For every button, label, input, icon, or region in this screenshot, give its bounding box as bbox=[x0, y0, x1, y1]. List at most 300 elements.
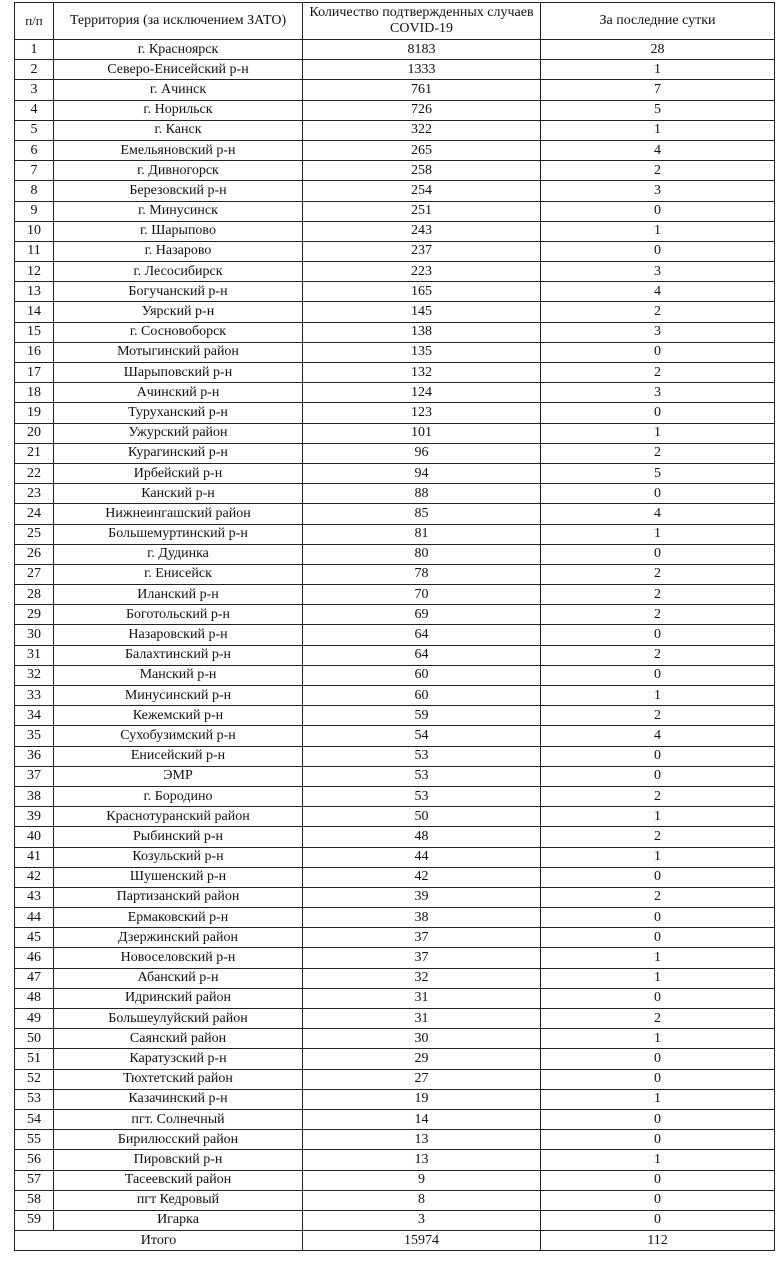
table-row bbox=[15, 625, 775, 645]
territory-cell: г. Минусинск bbox=[54, 201, 303, 221]
last-day-cell: 0 bbox=[541, 746, 775, 766]
last-day-cell: 2 bbox=[541, 827, 775, 847]
territory-cell: Назаровский р-н bbox=[54, 625, 303, 645]
territory-cell: ЭМР bbox=[54, 766, 303, 786]
confirmed-cell: 27 bbox=[303, 1069, 541, 1089]
row-number: 45 bbox=[15, 928, 54, 948]
table-row bbox=[15, 140, 775, 160]
row-number: 48 bbox=[15, 988, 54, 1008]
row-number: 52 bbox=[15, 1069, 54, 1089]
last-day-cell: 1 bbox=[541, 686, 775, 706]
row-number: 18 bbox=[15, 383, 54, 403]
territory-cell: Партизанский район bbox=[54, 887, 303, 907]
territory-cell: Енисейский р-н bbox=[54, 746, 303, 766]
last-day-cell: 2 bbox=[541, 1009, 775, 1029]
territory-cell: Бирилюсский район bbox=[54, 1130, 303, 1150]
table-row bbox=[15, 443, 775, 463]
row-number: 36 bbox=[15, 746, 54, 766]
confirmed-cell: 726 bbox=[303, 100, 541, 120]
last-day-cell: 2 bbox=[541, 302, 775, 322]
territory-cell: Мотыгинский район bbox=[54, 342, 303, 362]
row-number: 24 bbox=[15, 504, 54, 524]
confirmed-cell: 165 bbox=[303, 282, 541, 302]
table-row bbox=[15, 1190, 775, 1210]
header-territory: Территория (за исключением ЗАТО) bbox=[54, 3, 303, 40]
row-number: 4 bbox=[15, 100, 54, 120]
table-row bbox=[15, 1049, 775, 1069]
territory-cell: Нижнеингашский район bbox=[54, 504, 303, 524]
last-day-cell: 2 bbox=[541, 887, 775, 907]
territory-cell: Козульский р-н bbox=[54, 847, 303, 867]
row-number: 5 bbox=[15, 120, 54, 140]
confirmed-cell: 64 bbox=[303, 625, 541, 645]
row-number: 30 bbox=[15, 625, 54, 645]
table-row bbox=[15, 161, 775, 181]
territory-cell: Краснотуранский район bbox=[54, 807, 303, 827]
table-row bbox=[15, 342, 775, 362]
last-day-cell: 2 bbox=[541, 161, 775, 181]
row-number: 35 bbox=[15, 726, 54, 746]
row-number: 32 bbox=[15, 665, 54, 685]
territory-cell: Игарка bbox=[54, 1210, 303, 1230]
table-row bbox=[15, 867, 775, 887]
row-number: 51 bbox=[15, 1049, 54, 1069]
territory-cell: Боготольский р-н bbox=[54, 605, 303, 625]
row-number: 39 bbox=[15, 807, 54, 827]
territory-cell: Березовский р-н bbox=[54, 181, 303, 201]
confirmed-cell: 14 bbox=[303, 1109, 541, 1129]
row-number: 46 bbox=[15, 948, 54, 968]
last-day-cell: 0 bbox=[541, 1210, 775, 1230]
table-row bbox=[15, 60, 775, 80]
confirmed-cell: 38 bbox=[303, 908, 541, 928]
territory-cell: Канский р-н bbox=[54, 484, 303, 504]
territory-cell: Абанский р-н bbox=[54, 968, 303, 988]
table-row bbox=[15, 827, 775, 847]
territory-cell: Шушенский р-н bbox=[54, 867, 303, 887]
territory-cell: Пировский р-н bbox=[54, 1150, 303, 1170]
table-row bbox=[15, 40, 775, 60]
confirmed-cell: 135 bbox=[303, 342, 541, 362]
table-row bbox=[15, 1089, 775, 1109]
last-day-cell: 1 bbox=[541, 60, 775, 80]
table-row bbox=[15, 181, 775, 201]
last-day-cell: 1 bbox=[541, 1150, 775, 1170]
row-number: 23 bbox=[15, 484, 54, 504]
table-row bbox=[15, 585, 775, 605]
row-number: 1 bbox=[15, 40, 54, 60]
row-number: 11 bbox=[15, 241, 54, 261]
confirmed-cell: 761 bbox=[303, 80, 541, 100]
row-number: 27 bbox=[15, 564, 54, 584]
territory-cell: г. Шарыпово bbox=[54, 221, 303, 241]
confirmed-cell: 138 bbox=[303, 322, 541, 342]
row-number: 31 bbox=[15, 645, 54, 665]
territory-cell: Новоселовский р-н bbox=[54, 948, 303, 968]
table-row bbox=[15, 484, 775, 504]
confirmed-cell: 42 bbox=[303, 867, 541, 887]
territory-cell: г. Назарово bbox=[54, 241, 303, 261]
last-day-cell: 0 bbox=[541, 1190, 775, 1210]
territory-cell: г. Дивногорск bbox=[54, 161, 303, 181]
confirmed-cell: 53 bbox=[303, 766, 541, 786]
table-row bbox=[15, 1130, 775, 1150]
row-number: 12 bbox=[15, 262, 54, 282]
territory-cell: Минусинский р-н bbox=[54, 686, 303, 706]
row-number: 6 bbox=[15, 140, 54, 160]
row-number: 59 bbox=[15, 1210, 54, 1230]
last-day-cell: 0 bbox=[541, 241, 775, 261]
territory-cell: г. Сосновоборск bbox=[54, 322, 303, 342]
last-day-cell: 1 bbox=[541, 968, 775, 988]
table-row bbox=[15, 968, 775, 988]
last-day-cell: 0 bbox=[541, 1130, 775, 1150]
row-number: 58 bbox=[15, 1190, 54, 1210]
territory-cell: пгт. Солнечный bbox=[54, 1109, 303, 1129]
last-day-cell: 0 bbox=[541, 1049, 775, 1069]
territory-cell: Туруханский р-н bbox=[54, 403, 303, 423]
table-row bbox=[15, 100, 775, 120]
last-day-cell: 0 bbox=[541, 342, 775, 362]
confirmed-cell: 1333 bbox=[303, 60, 541, 80]
last-day-cell: 5 bbox=[541, 463, 775, 483]
table-row bbox=[15, 1029, 775, 1049]
confirmed-cell: 53 bbox=[303, 746, 541, 766]
table-row bbox=[15, 322, 775, 342]
last-day-cell: 28 bbox=[541, 40, 775, 60]
confirmed-cell: 32 bbox=[303, 968, 541, 988]
last-day-cell: 3 bbox=[541, 322, 775, 342]
last-day-cell: 0 bbox=[541, 1170, 775, 1190]
table-row bbox=[15, 504, 775, 524]
territory-cell: Каратузский р-н bbox=[54, 1049, 303, 1069]
row-number: 47 bbox=[15, 968, 54, 988]
territory-cell: Ермаковский р-н bbox=[54, 908, 303, 928]
confirmed-cell: 85 bbox=[303, 504, 541, 524]
total-label: Итого bbox=[15, 1231, 303, 1251]
confirmed-cell: 54 bbox=[303, 726, 541, 746]
table-row bbox=[15, 686, 775, 706]
confirmed-cell: 39 bbox=[303, 887, 541, 907]
table-body bbox=[15, 40, 775, 1231]
confirmed-cell: 37 bbox=[303, 928, 541, 948]
last-day-cell: 0 bbox=[541, 867, 775, 887]
header-last-day: За последние сутки bbox=[541, 3, 775, 40]
table-row bbox=[15, 262, 775, 282]
covid-cases-table-container bbox=[14, 2, 774, 1251]
table-row bbox=[15, 383, 775, 403]
confirmed-cell: 243 bbox=[303, 221, 541, 241]
confirmed-cell: 30 bbox=[303, 1029, 541, 1049]
row-number: 22 bbox=[15, 463, 54, 483]
territory-cell: Ачинский р-н bbox=[54, 383, 303, 403]
table-row bbox=[15, 120, 775, 140]
last-day-cell: 2 bbox=[541, 645, 775, 665]
territory-cell: Балахтинский р-н bbox=[54, 645, 303, 665]
row-number: 13 bbox=[15, 282, 54, 302]
last-day-cell: 2 bbox=[541, 585, 775, 605]
territory-cell: Казачинский р-н bbox=[54, 1089, 303, 1109]
territory-cell: Дзержинский район bbox=[54, 928, 303, 948]
row-number: 38 bbox=[15, 786, 54, 806]
last-day-cell: 2 bbox=[541, 786, 775, 806]
confirmed-cell: 70 bbox=[303, 585, 541, 605]
territory-cell: г. Ачинск bbox=[54, 80, 303, 100]
row-number: 25 bbox=[15, 524, 54, 544]
table-row bbox=[15, 241, 775, 261]
row-number: 56 bbox=[15, 1150, 54, 1170]
row-number: 3 bbox=[15, 80, 54, 100]
row-number: 20 bbox=[15, 423, 54, 443]
row-number: 50 bbox=[15, 1029, 54, 1049]
territory-cell: Идринский район bbox=[54, 988, 303, 1008]
table-row bbox=[15, 948, 775, 968]
territory-cell: г. Бородино bbox=[54, 786, 303, 806]
last-day-cell: 1 bbox=[541, 807, 775, 827]
confirmed-cell: 31 bbox=[303, 988, 541, 1008]
row-number: 29 bbox=[15, 605, 54, 625]
row-number: 16 bbox=[15, 342, 54, 362]
last-day-cell: 4 bbox=[541, 140, 775, 160]
row-number: 8 bbox=[15, 181, 54, 201]
territory-cell: Ирбейский р-н bbox=[54, 463, 303, 483]
table-row bbox=[15, 282, 775, 302]
table-row bbox=[15, 524, 775, 544]
last-day-cell: 0 bbox=[541, 625, 775, 645]
last-day-cell: 5 bbox=[541, 100, 775, 120]
territory-cell: Большеулуйский район bbox=[54, 1009, 303, 1029]
confirmed-cell: 145 bbox=[303, 302, 541, 322]
table-row bbox=[15, 645, 775, 665]
last-day-cell: 0 bbox=[541, 544, 775, 564]
confirmed-cell: 223 bbox=[303, 262, 541, 282]
row-number: 49 bbox=[15, 1009, 54, 1029]
table-row bbox=[15, 726, 775, 746]
table-row bbox=[15, 423, 775, 443]
territory-cell: Уярский р-н bbox=[54, 302, 303, 322]
confirmed-cell: 94 bbox=[303, 463, 541, 483]
last-day-cell: 4 bbox=[541, 726, 775, 746]
row-number: 10 bbox=[15, 221, 54, 241]
territory-cell: г. Красноярск bbox=[54, 40, 303, 60]
confirmed-cell: 13 bbox=[303, 1150, 541, 1170]
territory-cell: Тасеевский район bbox=[54, 1170, 303, 1190]
row-number: 9 bbox=[15, 201, 54, 221]
table-header-row bbox=[15, 3, 775, 40]
territory-cell: Емельяновский р-н bbox=[54, 140, 303, 160]
last-day-cell: 2 bbox=[541, 363, 775, 383]
last-day-cell: 0 bbox=[541, 484, 775, 504]
last-day-cell: 2 bbox=[541, 605, 775, 625]
confirmed-cell: 9 bbox=[303, 1170, 541, 1190]
confirmed-cell: 44 bbox=[303, 847, 541, 867]
territory-cell: Иланский р-н bbox=[54, 585, 303, 605]
confirmed-cell: 53 bbox=[303, 786, 541, 806]
row-number: 28 bbox=[15, 585, 54, 605]
confirmed-cell: 251 bbox=[303, 201, 541, 221]
last-day-cell: 0 bbox=[541, 403, 775, 423]
last-day-cell: 7 bbox=[541, 80, 775, 100]
confirmed-cell: 123 bbox=[303, 403, 541, 423]
territory-cell: Ужурский район bbox=[54, 423, 303, 443]
header-number: п/п bbox=[15, 3, 54, 40]
confirmed-cell: 13 bbox=[303, 1130, 541, 1150]
row-number: 42 bbox=[15, 867, 54, 887]
territory-cell: г. Лесосибирск bbox=[54, 262, 303, 282]
last-day-cell: 1 bbox=[541, 221, 775, 241]
confirmed-cell: 69 bbox=[303, 605, 541, 625]
last-day-cell: 1 bbox=[541, 948, 775, 968]
row-number: 21 bbox=[15, 443, 54, 463]
last-day-cell: 0 bbox=[541, 928, 775, 948]
territory-cell: пгт Кедровый bbox=[54, 1190, 303, 1210]
table-row bbox=[15, 766, 775, 786]
confirmed-cell: 132 bbox=[303, 363, 541, 383]
total-confirmed: 15974 bbox=[303, 1231, 541, 1251]
last-day-cell: 4 bbox=[541, 504, 775, 524]
confirmed-cell: 78 bbox=[303, 564, 541, 584]
confirmed-cell: 50 bbox=[303, 807, 541, 827]
row-number: 15 bbox=[15, 322, 54, 342]
table-row bbox=[15, 221, 775, 241]
row-number: 41 bbox=[15, 847, 54, 867]
last-day-cell: 0 bbox=[541, 1109, 775, 1129]
last-day-cell: 0 bbox=[541, 1069, 775, 1089]
confirmed-cell: 8 bbox=[303, 1190, 541, 1210]
confirmed-cell: 96 bbox=[303, 443, 541, 463]
confirmed-cell: 88 bbox=[303, 484, 541, 504]
territory-cell: Большемуртинский р-н bbox=[54, 524, 303, 544]
confirmed-cell: 37 bbox=[303, 948, 541, 968]
table-row bbox=[15, 564, 775, 584]
table-row bbox=[15, 80, 775, 100]
table-row bbox=[15, 1069, 775, 1089]
last-day-cell: 2 bbox=[541, 564, 775, 584]
confirmed-cell: 60 bbox=[303, 665, 541, 685]
confirmed-cell: 81 bbox=[303, 524, 541, 544]
last-day-cell: 0 bbox=[541, 665, 775, 685]
table-row bbox=[15, 605, 775, 625]
territory-cell: Кежемский р-н bbox=[54, 706, 303, 726]
table-row bbox=[15, 1170, 775, 1190]
row-number: 34 bbox=[15, 706, 54, 726]
table-row bbox=[15, 1210, 775, 1230]
confirmed-cell: 322 bbox=[303, 120, 541, 140]
confirmed-cell: 265 bbox=[303, 140, 541, 160]
last-day-cell: 1 bbox=[541, 423, 775, 443]
table-row bbox=[15, 807, 775, 827]
confirmed-cell: 237 bbox=[303, 241, 541, 261]
row-number: 26 bbox=[15, 544, 54, 564]
table-row bbox=[15, 786, 775, 806]
row-number: 19 bbox=[15, 403, 54, 423]
header-confirmed: Количество подтвержденных случаев COVID-19 bbox=[303, 3, 541, 40]
confirmed-cell: 8183 bbox=[303, 40, 541, 60]
territory-cell: Северо-Енисейский р-н bbox=[54, 60, 303, 80]
row-number: 37 bbox=[15, 766, 54, 786]
last-day-cell: 0 bbox=[541, 766, 775, 786]
row-number: 7 bbox=[15, 161, 54, 181]
table-row bbox=[15, 1009, 775, 1029]
territory-cell: г. Канск bbox=[54, 120, 303, 140]
confirmed-cell: 101 bbox=[303, 423, 541, 443]
last-day-cell: 2 bbox=[541, 706, 775, 726]
confirmed-cell: 19 bbox=[303, 1089, 541, 1109]
row-number: 57 bbox=[15, 1170, 54, 1190]
row-number: 2 bbox=[15, 60, 54, 80]
territory-cell: Сухобузимский р-н bbox=[54, 726, 303, 746]
territory-cell: г. Енисейск bbox=[54, 564, 303, 584]
confirmed-cell: 31 bbox=[303, 1009, 541, 1029]
table-row bbox=[15, 1109, 775, 1129]
table-row bbox=[15, 887, 775, 907]
table-row bbox=[15, 302, 775, 322]
territory-cell: Богучанский р-н bbox=[54, 282, 303, 302]
table-row bbox=[15, 988, 775, 1008]
last-day-cell: 3 bbox=[541, 181, 775, 201]
table-row bbox=[15, 706, 775, 726]
row-number: 17 bbox=[15, 363, 54, 383]
last-day-cell: 1 bbox=[541, 1029, 775, 1049]
last-day-cell: 1 bbox=[541, 524, 775, 544]
confirmed-cell: 80 bbox=[303, 544, 541, 564]
table-row bbox=[15, 908, 775, 928]
last-day-cell: 4 bbox=[541, 282, 775, 302]
table-row bbox=[15, 544, 775, 564]
total-last-day: 112 bbox=[541, 1231, 775, 1251]
territory-cell: г. Норильск bbox=[54, 100, 303, 120]
table-row bbox=[15, 363, 775, 383]
table-row bbox=[15, 928, 775, 948]
confirmed-cell: 3 bbox=[303, 1210, 541, 1230]
confirmed-cell: 48 bbox=[303, 827, 541, 847]
table-row bbox=[15, 201, 775, 221]
territory-cell: Курагинский р-н bbox=[54, 443, 303, 463]
row-number: 53 bbox=[15, 1089, 54, 1109]
territory-cell: Саянский район bbox=[54, 1029, 303, 1049]
table-row bbox=[15, 847, 775, 867]
table-row bbox=[15, 463, 775, 483]
row-number: 33 bbox=[15, 686, 54, 706]
territory-cell: Рыбинский р-н bbox=[54, 827, 303, 847]
last-day-cell: 2 bbox=[541, 443, 775, 463]
territory-cell: Тюхтетский район bbox=[54, 1069, 303, 1089]
last-day-cell: 3 bbox=[541, 383, 775, 403]
last-day-cell: 0 bbox=[541, 988, 775, 1008]
row-number: 14 bbox=[15, 302, 54, 322]
last-day-cell: 1 bbox=[541, 847, 775, 867]
row-number: 44 bbox=[15, 908, 54, 928]
row-number: 54 bbox=[15, 1109, 54, 1129]
last-day-cell: 1 bbox=[541, 1089, 775, 1109]
last-day-cell: 3 bbox=[541, 262, 775, 282]
table-row bbox=[15, 665, 775, 685]
confirmed-cell: 254 bbox=[303, 181, 541, 201]
last-day-cell: 0 bbox=[541, 908, 775, 928]
row-number: 55 bbox=[15, 1130, 54, 1150]
table-row bbox=[15, 746, 775, 766]
confirmed-cell: 29 bbox=[303, 1049, 541, 1069]
confirmed-cell: 60 bbox=[303, 686, 541, 706]
covid-cases-table bbox=[14, 2, 775, 1251]
territory-cell: Шарыповский р-н bbox=[54, 363, 303, 383]
last-day-cell: 0 bbox=[541, 201, 775, 221]
table-row bbox=[15, 403, 775, 423]
confirmed-cell: 64 bbox=[303, 645, 541, 665]
confirmed-cell: 124 bbox=[303, 383, 541, 403]
confirmed-cell: 258 bbox=[303, 161, 541, 181]
territory-cell: Манский р-н bbox=[54, 665, 303, 685]
